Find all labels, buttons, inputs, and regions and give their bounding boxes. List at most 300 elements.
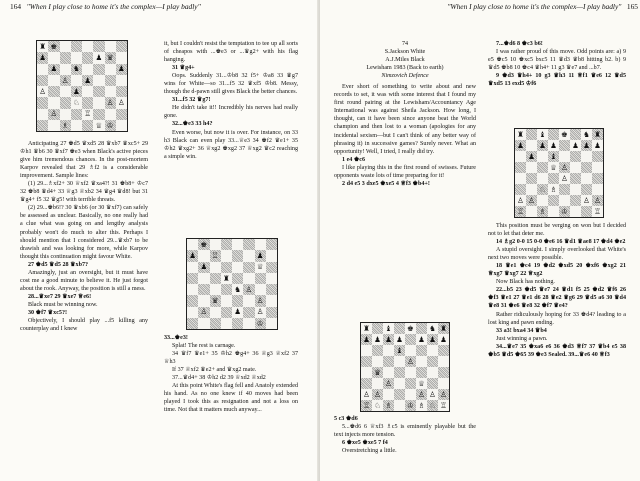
board-square <box>570 184 581 195</box>
board-square <box>82 86 93 97</box>
board-square <box>187 295 198 306</box>
chess-piece-icon: ♛ <box>106 53 114 63</box>
chess-piece-icon: ♙ <box>385 378 392 388</box>
paragraph: Even worse, but now it is over. For instance, on 33 h3 Black can even play 33...♕e3 34 ♚f2 ♛e1+ 35 ♔h2 ♛xg2+ 36 ♕xg2 ♚xg2 37 ♕xg2 ♛c2 reaching a simple win. <box>164 129 298 160</box>
board-square <box>537 206 548 217</box>
chess-piece-icon: ♕ <box>418 378 425 388</box>
board-square <box>198 284 209 295</box>
board-square <box>548 195 559 206</box>
board-square <box>48 120 59 131</box>
board-square <box>93 97 104 108</box>
board-square <box>37 52 48 63</box>
board-square <box>266 250 277 261</box>
board-square <box>48 41 59 52</box>
board-square <box>537 151 548 162</box>
board-square <box>548 173 559 184</box>
move-line: 7...♚d6 8 ♚c3 b6! <box>496 41 543 47</box>
right-column-2-bottom <box>488 222 626 477</box>
board-square <box>570 151 581 162</box>
chess-piece-icon: ♙ <box>50 109 58 119</box>
paragraph: At this point White's flag fell and Anatoly extended his hand. As no one knew if 40 moves had been played I took this as resignation and not a loss on time. Not that it matters much anyway... <box>164 383 298 414</box>
board-square <box>105 41 116 52</box>
board-square <box>372 356 383 367</box>
board-square <box>60 52 71 63</box>
board-square <box>82 64 93 75</box>
board-square <box>37 109 48 120</box>
board-square <box>416 378 427 389</box>
board-square <box>82 97 93 108</box>
board-square <box>581 173 592 184</box>
board-square <box>255 239 266 250</box>
running-title-left: "When I play close to home it's the complex—I play badly" <box>26 2 201 11</box>
board-square <box>537 129 548 140</box>
board-square <box>515 206 526 217</box>
board-square <box>210 273 221 284</box>
board-square <box>526 206 537 217</box>
chess-piece-icon: ♗ <box>385 400 392 410</box>
chess-piece-icon: ♖ <box>440 400 447 410</box>
board-square <box>48 75 59 86</box>
board-square <box>537 140 548 151</box>
move-line: 9 ♚d3 ♛h4+ 10 g3 ♛h3 11 ♕f1 ♛e6 12 ♛d5 ♛xd5 13 exd5 ♔f6 <box>488 73 626 88</box>
board-square <box>438 323 449 334</box>
board-square <box>221 284 232 295</box>
board-square <box>592 184 603 195</box>
left-column-1 <box>20 140 148 475</box>
paragraph: Anticipating 27 ♚d5 ♛xd5 28 ♛xb7 ♛xc5+ 29 ♔h1 ♛b6 30 ♛xf7 ♚e3 when Black's active pieces give him tremendous chances. In the post-mortem Karpov revealed that 29 ♗f2 is a considerable improvement. Sample lines: <box>20 141 148 180</box>
board-square <box>438 345 449 356</box>
board-square <box>427 356 438 367</box>
board-square <box>570 173 581 184</box>
chess-piece-icon: ♟ <box>539 140 546 150</box>
chess-piece-icon: ♙ <box>528 195 535 205</box>
board-square <box>515 151 526 162</box>
board-square <box>243 239 254 250</box>
board-square <box>187 250 198 261</box>
board-square <box>592 195 603 206</box>
chess-piece-icon: ♝ <box>550 151 557 161</box>
board-square <box>93 41 104 52</box>
chess-piece-icon: ♘ <box>73 98 80 108</box>
left-column-2-bottom <box>164 334 298 476</box>
chess-piece-icon: ♙ <box>440 389 447 399</box>
board-square <box>37 41 48 52</box>
chess-piece-icon: ♟ <box>429 334 436 344</box>
paragraph: I like playing this in the first round of swisses. Future opponents waste lots of time preparing for it! <box>334 164 476 179</box>
chess-piece-icon: ♙ <box>61 75 69 85</box>
board-square <box>243 318 254 329</box>
paragraph: Overstretching a little. <box>342 448 397 455</box>
board-square <box>48 52 59 63</box>
board-square <box>361 378 372 389</box>
chess-piece-icon: ♙ <box>429 389 436 399</box>
board-square <box>559 184 570 195</box>
board-square <box>383 323 394 334</box>
board-square <box>372 334 383 345</box>
chess-piece-icon: ♜ <box>39 41 46 51</box>
game-number: 74 <box>401 41 409 47</box>
board-square <box>266 318 277 329</box>
board-square <box>394 356 405 367</box>
board-square <box>394 378 405 389</box>
board-square <box>405 378 416 389</box>
board-square <box>116 52 127 63</box>
board-square <box>427 378 438 389</box>
board-square <box>438 356 449 367</box>
board-square <box>116 97 127 108</box>
board-square <box>581 140 592 151</box>
chess-piece-icon: ♖ <box>84 109 91 119</box>
paragraph: Just winning a pawn. <box>496 335 548 342</box>
chess-piece-icon: ♕ <box>95 120 103 130</box>
board-square <box>116 120 127 131</box>
board-square <box>581 151 592 162</box>
board-square <box>255 295 266 306</box>
board-square <box>526 195 537 206</box>
board-square <box>255 318 266 329</box>
board-square <box>187 284 198 295</box>
chess-piece-icon: ♟ <box>594 140 601 150</box>
chess-piece-icon: ♚ <box>407 323 414 333</box>
board-square <box>405 345 416 356</box>
chess-piece-icon: ♕ <box>256 262 264 272</box>
board-square <box>60 97 71 108</box>
board-square <box>221 273 232 284</box>
chess-piece-icon: ♟ <box>374 334 381 344</box>
chess-piece-icon: ♞ <box>234 284 241 294</box>
move-line: 14 ♗g2 0-0 15 0-0 ♚e6 16 ♛d1 ♛ae8 17 ♚d4 ♚e2 <box>496 239 626 246</box>
board-square <box>71 41 82 52</box>
left-page-header <box>10 2 310 11</box>
board-square <box>548 129 559 140</box>
board-square <box>71 120 82 131</box>
board-square <box>559 151 570 162</box>
board-square <box>105 120 116 131</box>
board-square <box>581 195 592 206</box>
paragraph: A stupid oversight. I simply overlooked that White's next two moves were possible. <box>488 247 626 262</box>
board-square <box>116 75 127 86</box>
board-square <box>232 318 243 329</box>
board-square <box>559 140 570 151</box>
board-square <box>60 64 71 75</box>
board-square <box>232 284 243 295</box>
chess-piece-icon: ♟ <box>528 151 535 161</box>
board-square <box>266 307 277 318</box>
right-column-1-top <box>334 40 476 322</box>
board-square <box>394 367 405 378</box>
chess-piece-icon: ♙ <box>561 173 568 183</box>
board-square <box>592 162 603 173</box>
chess-piece-icon: ♙ <box>583 195 590 205</box>
chess-piece-icon: ♘ <box>539 184 546 194</box>
board-square <box>438 334 449 345</box>
board-square <box>592 129 603 140</box>
chess-piece-icon: ♟ <box>418 334 425 344</box>
page-number-left: 164 <box>10 2 22 11</box>
chess-piece-icon: ♟ <box>256 251 264 261</box>
board-square <box>416 334 427 345</box>
chess-piece-icon: ♜ <box>440 323 447 333</box>
board-square <box>427 400 438 411</box>
board-square <box>383 400 394 411</box>
board-square <box>372 323 383 334</box>
board-square <box>394 389 405 400</box>
board-square <box>526 184 537 195</box>
board-square <box>548 151 559 162</box>
board-square <box>526 140 537 151</box>
move-line: 31 ♛g4+ <box>172 65 195 72</box>
chess-piece-icon: ♟ <box>50 64 58 74</box>
board-square <box>592 206 603 217</box>
board-square <box>570 195 581 206</box>
board-square <box>416 356 427 367</box>
board-square <box>255 284 266 295</box>
board-square <box>559 162 570 173</box>
board-square <box>405 323 416 334</box>
board-square <box>37 75 48 86</box>
paragraph: This position must be verging on won but I decided not to let that deter me. <box>488 223 626 238</box>
board-square <box>515 129 526 140</box>
board-square <box>570 140 581 151</box>
paragraph: Splat! The rest is carnage. <box>172 343 236 350</box>
board-square <box>255 250 266 261</box>
board-square <box>361 345 372 356</box>
board-square <box>210 262 221 273</box>
chess-diagram-3 <box>360 322 450 412</box>
board-square <box>394 345 405 356</box>
chess-piece-icon: ♜ <box>594 129 601 139</box>
chess-piece-icon: ♙ <box>561 162 568 172</box>
board-square <box>93 120 104 131</box>
chess-piece-icon: ♙ <box>517 195 524 205</box>
move-line: 5 c3 ♚d6 <box>334 416 358 422</box>
chess-piece-icon: ♟ <box>583 140 590 150</box>
event: Lewisham 1983 (Back to earth) <box>366 65 444 72</box>
move-line: 6 ♚xe5 ♚xe5 7 f4 <box>342 440 388 447</box>
board-square <box>416 389 427 400</box>
board-square <box>82 52 93 63</box>
board-square <box>266 295 277 306</box>
chess-piece-icon: ♟ <box>517 140 524 150</box>
board-square <box>427 389 438 400</box>
board-square <box>526 151 537 162</box>
board-square <box>515 173 526 184</box>
chess-piece-icon: ♕ <box>550 162 557 172</box>
chess-piece-icon: ♟ <box>189 251 196 261</box>
board-square <box>416 367 427 378</box>
chess-piece-icon: ♚ <box>50 41 58 51</box>
move-line: 27 ♚d5 ♛d5 28 ♛xb7? <box>28 261 89 268</box>
board-square <box>48 86 59 97</box>
board-square <box>427 367 438 378</box>
board-square <box>187 239 198 250</box>
paragraph: Black must be winning now. <box>28 301 98 308</box>
board-square <box>394 400 405 411</box>
board-square <box>427 334 438 345</box>
left-column-2-top <box>164 40 298 240</box>
board-square <box>266 239 277 250</box>
board-square <box>232 250 243 261</box>
paragraph: Rather ridiculously hoping for 33 ♚d4? leading to a lost king and pawn ending. <box>488 311 626 326</box>
board-square <box>71 109 82 120</box>
chess-piece-icon: ♗ <box>539 206 546 216</box>
board-square <box>570 129 581 140</box>
board-square <box>526 129 537 140</box>
right-page <box>320 0 640 481</box>
chess-piece-icon: ♟ <box>385 334 392 344</box>
chess-piece-icon: ♟ <box>39 53 46 63</box>
board-square <box>221 262 232 273</box>
board-square <box>37 120 48 131</box>
board-square <box>221 295 232 306</box>
chess-diagram-1 <box>36 40 128 132</box>
board-square <box>372 345 383 356</box>
board-square <box>60 109 71 120</box>
board-square <box>438 367 449 378</box>
chess-piece-icon: ♚ <box>200 239 208 249</box>
board-square <box>187 262 198 273</box>
board-square <box>71 97 82 108</box>
chess-piece-icon: ♔ <box>256 318 264 328</box>
board-square <box>105 64 116 75</box>
chess-piece-icon: ♙ <box>200 307 208 317</box>
chess-piece-icon: ♛ <box>374 367 381 377</box>
board-square <box>394 334 405 345</box>
board-square <box>592 151 603 162</box>
chess-piece-icon: ♖ <box>517 206 524 216</box>
paragraph: Ever short of something to write about and new records to set, it was with some interest that I found my first round pairing at the Lewisham/Accountancy Age International was against Sheila Jackson. How long, I thought, can it have been since anyone beat the World champion and then lost to a woman (apologies for any incidental sexism—but I can't think of any better way of phrasing it) in successive games? Surely never. What an opportunity! Well, I tried, I really did try. <box>334 84 476 155</box>
chess-piece-icon: ♜ <box>517 129 524 139</box>
board-square <box>372 367 383 378</box>
board-square <box>372 378 383 389</box>
right-column-1-bottom <box>334 415 476 477</box>
board-square <box>405 356 416 367</box>
left-page <box>0 0 318 481</box>
board-square <box>255 273 266 284</box>
board-square <box>198 262 209 273</box>
board-square <box>93 86 104 97</box>
chess-piece-icon: ♝ <box>396 345 403 355</box>
chess-piece-icon: ♟ <box>550 140 557 150</box>
board-square <box>255 307 266 318</box>
chess-piece-icon: ♜ <box>223 273 230 283</box>
move-line: 30 ♚f7 ♛xc5?! <box>28 309 68 316</box>
move-line: 1 e4 ♚c6 <box>342 156 366 163</box>
chess-piece-icon: ♟ <box>95 53 103 63</box>
chess-piece-icon: ♙ <box>374 389 381 399</box>
chess-piece-icon: ♘ <box>429 400 436 410</box>
board-square <box>37 86 48 97</box>
board-square <box>266 284 277 295</box>
board-square <box>361 334 372 345</box>
board-square <box>438 378 449 389</box>
board-square <box>93 52 104 63</box>
board-square <box>210 284 221 295</box>
chess-piece-icon: ♙ <box>594 195 601 205</box>
board-square <box>82 120 93 131</box>
board-square <box>232 262 243 273</box>
chess-piece-icon: ♞ <box>73 64 80 74</box>
chess-diagram-4 <box>514 128 604 218</box>
board-square <box>559 195 570 206</box>
board-square <box>105 75 116 86</box>
move-line: 33 a3! bxa4 34 ♛b4 <box>496 327 547 334</box>
board-square <box>187 318 198 329</box>
chess-piece-icon: ♟ <box>73 86 80 96</box>
move-line: 22...b5 23 ♚d5 ♛e7 24 ♛d1 f5 25 ♚d2 ♛f6 26 ♚f3 ♛e1 27 ♛e1 d6 28 ♛e2 ♛g6 29 ♛d5 a6 30 ♛d4 ♛e8 31 ♚e6 ♛e8 32 ♚f7 ♛e4? <box>488 287 626 310</box>
board-square <box>82 75 93 86</box>
right-page-header <box>394 2 638 11</box>
board-square <box>93 109 104 120</box>
board-square <box>592 173 603 184</box>
chess-piece-icon: ♙ <box>118 98 125 108</box>
board-square <box>198 239 209 250</box>
board-square <box>361 367 372 378</box>
chess-piece-icon: ♟ <box>84 75 91 85</box>
chess-piece-icon: ♝ <box>539 129 546 139</box>
chess-piece-icon: ♟ <box>118 64 125 74</box>
board-square <box>361 389 372 400</box>
board-square <box>383 334 394 345</box>
right-column-2-top <box>488 40 626 126</box>
paragraph: it, but I couldn't resist the temptation to tee up all sorts of cheapos with ...♚e3 or ...♛g2+ with his flag hanging. <box>164 41 298 64</box>
move-line: 34...♛e7 35 ♚xa6 e6 36 ♚d3 ♕f7 37 ♛b4 e5 38 ♚b5 ♛d5 ♚65 39 ♚e3 Sealed. 39...♛e6 40 ♕f3 <box>488 343 626 358</box>
board-square <box>187 273 198 284</box>
chess-piece-icon: ♙ <box>363 389 370 399</box>
move-line: 2 d4 e5 3 dxe5 ♚xe5 4 ♕f3 ♚b4+! <box>342 180 430 187</box>
board-square <box>405 334 416 345</box>
board-square <box>515 162 526 173</box>
chess-piece-icon: ♙ <box>256 296 264 306</box>
black-player: A.J.Miles Black <box>385 57 425 64</box>
board-square <box>592 140 603 151</box>
board-square <box>116 109 127 120</box>
board-square <box>581 184 592 195</box>
board-square <box>210 250 221 261</box>
paragraph: (1) 29...♗xf2+ 30 ♕xf2 ♛xa4?! 31 ♚b8+ ♔c7 32 ♚b8 ♛d4+ 33 ♕g3 ♕xb2 34 ♛g4 ♛d8! but 31 ♛g4+ f5 32 ♛g5! with terrible threats. <box>20 181 148 204</box>
board-square <box>210 239 221 250</box>
chess-piece-icon: ♛ <box>211 296 219 306</box>
board-square <box>243 307 254 318</box>
board-square <box>537 195 548 206</box>
board-square <box>48 64 59 75</box>
move-line: 31...f5 32 ♛g7! <box>172 97 211 104</box>
chess-piece-icon: ♙ <box>418 389 425 399</box>
board-square <box>416 323 427 334</box>
board-square <box>361 400 372 411</box>
board-square <box>372 400 383 411</box>
chess-piece-icon: ♟ <box>572 140 579 150</box>
board-square <box>438 400 449 411</box>
chess-piece-icon: ♔ <box>407 400 414 410</box>
board-square <box>71 52 82 63</box>
chess-piece-icon: ♙ <box>407 356 414 366</box>
board-square <box>526 173 537 184</box>
board-square <box>537 162 548 173</box>
board-square <box>60 41 71 52</box>
board-square <box>266 262 277 273</box>
board-square <box>198 318 209 329</box>
chess-piece-icon: ♘ <box>374 400 381 410</box>
board-square <box>71 75 82 86</box>
chess-piece-icon: ♙ <box>256 307 264 317</box>
board-square <box>559 206 570 217</box>
board-square <box>116 64 127 75</box>
board-square <box>71 86 82 97</box>
board-square <box>243 284 254 295</box>
board-square <box>243 262 254 273</box>
paragraph: Objectively, I should play ...f5 killing any counterplay and I knew <box>20 318 148 333</box>
